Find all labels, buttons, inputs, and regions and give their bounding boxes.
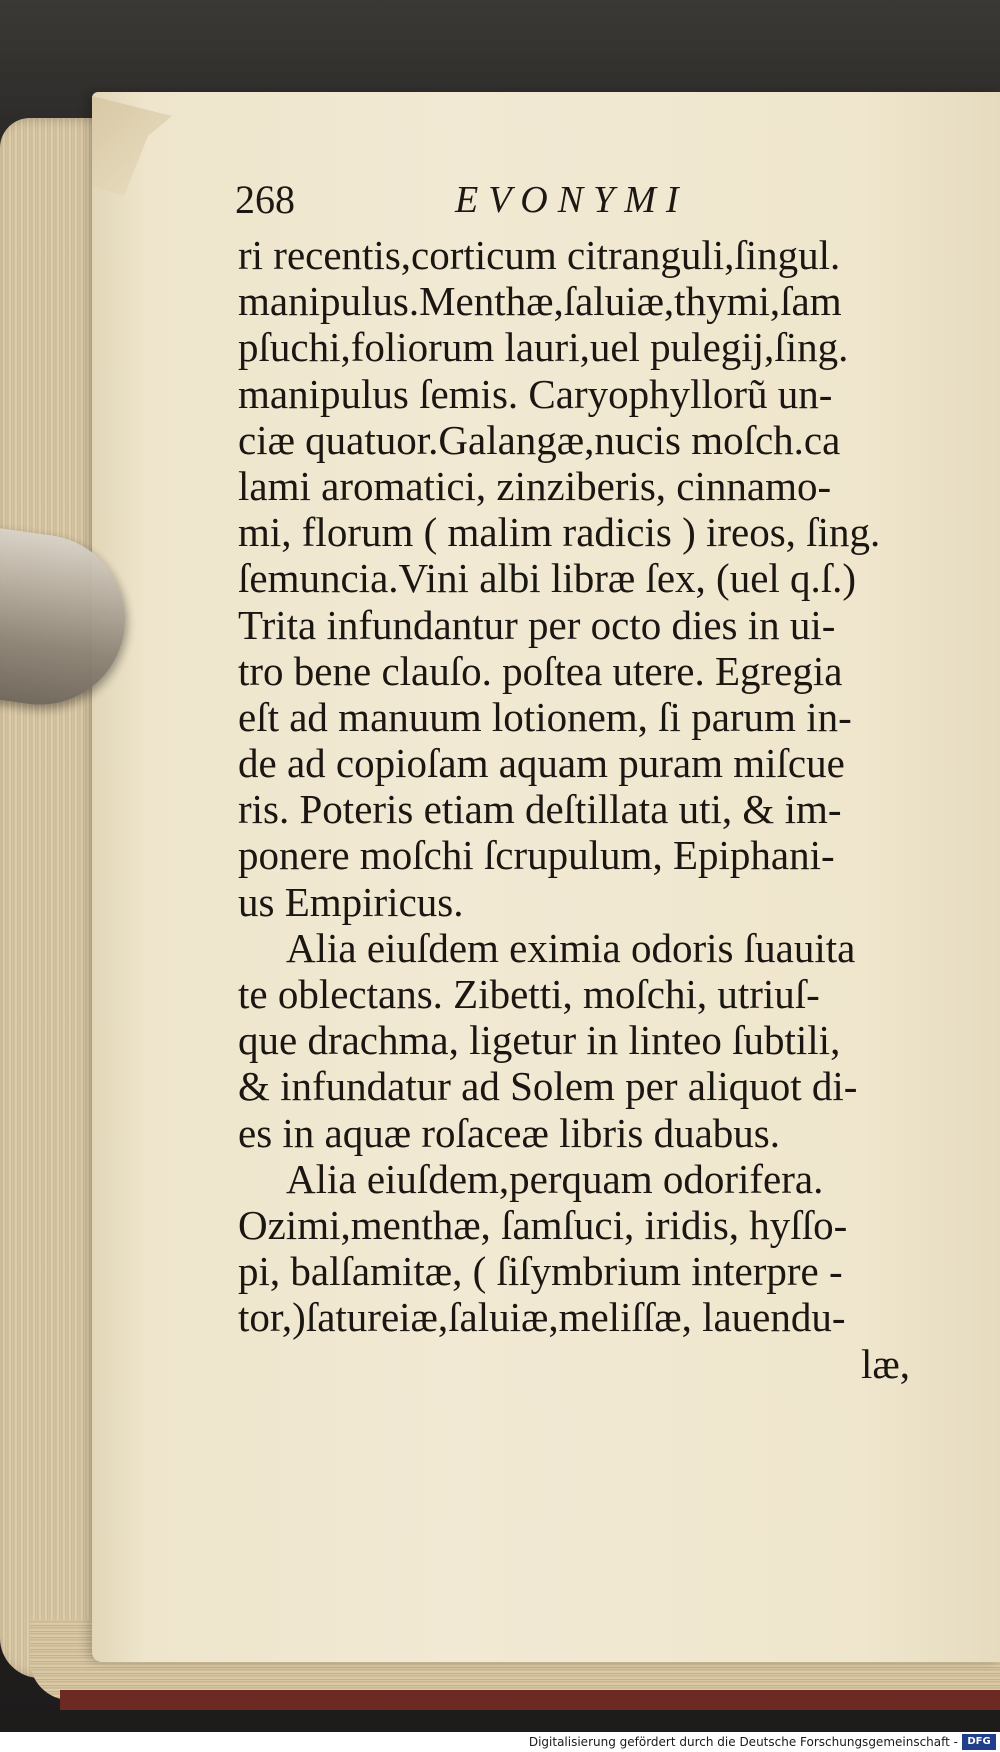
footer-credit: Digitalisierung gefördert durch die Deutsche Forschungsgemeinschaft - xyxy=(528,1735,958,1749)
catchword: læ, xyxy=(861,1340,910,1387)
footer-bar xyxy=(0,1732,1000,1752)
text-line: tor,)ſatureiæ,ſaluiæ,meliſſæ, lauendu- xyxy=(238,1294,846,1341)
text-line: pi, balſamitæ, ( ſiſymbrium interpre - xyxy=(238,1248,843,1295)
text-line: es in aquæ roſaceæ libris duabus. xyxy=(238,1109,781,1156)
text-line: eſt ad manuum lotionem, ſi parum in- xyxy=(238,693,852,740)
text-line: ciæ quatuor.Galangæ,nucis moſch.ca xyxy=(238,416,841,463)
page-header xyxy=(235,170,755,230)
book-cover-edge xyxy=(60,1690,1000,1710)
text-line: de ad copioſam aquam puram miſcue xyxy=(238,740,845,787)
text-line: ris. Poteris etiam deſtillata uti, & im- xyxy=(238,786,842,833)
text-line: te oblectans. Zibetti, moſchi, utriuſ- xyxy=(238,971,820,1017)
text-line: pſuchi,foliorum lauri,uel pulegij,ſing. xyxy=(238,324,849,371)
text-line: ponere moſchi ſcrupulum, Epiphani- xyxy=(238,832,835,879)
text-line: us Empiricus. xyxy=(238,878,464,925)
text-line: que drachma, ligetur in linteo ſubtili, xyxy=(238,1017,841,1064)
dfg-logo-icon: DFG xyxy=(962,1734,996,1750)
page-number: 268 xyxy=(235,177,295,222)
text-line: mi, florum ( malim radicis ) ireos, ſing. xyxy=(238,509,881,556)
text-line: ri recentis,corticum citranguli,ſingul. xyxy=(238,232,841,278)
text-line: Alia eiuſdem,perquam odorifera. xyxy=(286,1155,824,1202)
body-text xyxy=(238,232,928,1387)
text-line: Trita infundantur per octo dies in ui- xyxy=(238,601,836,648)
text-line: & infundatur ad Solem per aliquot di- xyxy=(238,1063,858,1110)
text-line: manipulus.Menthæ,ſaluiæ,thymi,ſam xyxy=(238,278,842,325)
text-line: manipulus ſemis. Caryophyllorũ un- xyxy=(238,370,833,417)
running-head: EVONYMI xyxy=(455,179,689,221)
text-line: tro bene clauſo. poſtea utere. Egregia xyxy=(238,647,843,694)
text-line: lami aromatici, zinziberis, cinnamo- xyxy=(238,462,832,509)
text-line: Ozimi,menthæ, ſamſuci, iridis, hyſſo- xyxy=(238,1201,848,1248)
text-line: ſemuncia.Vini albi libræ ſex, (uel q.ſ.) xyxy=(238,555,857,602)
text-line: Alia eiuſdem eximia odoris ſuauita xyxy=(286,924,856,971)
